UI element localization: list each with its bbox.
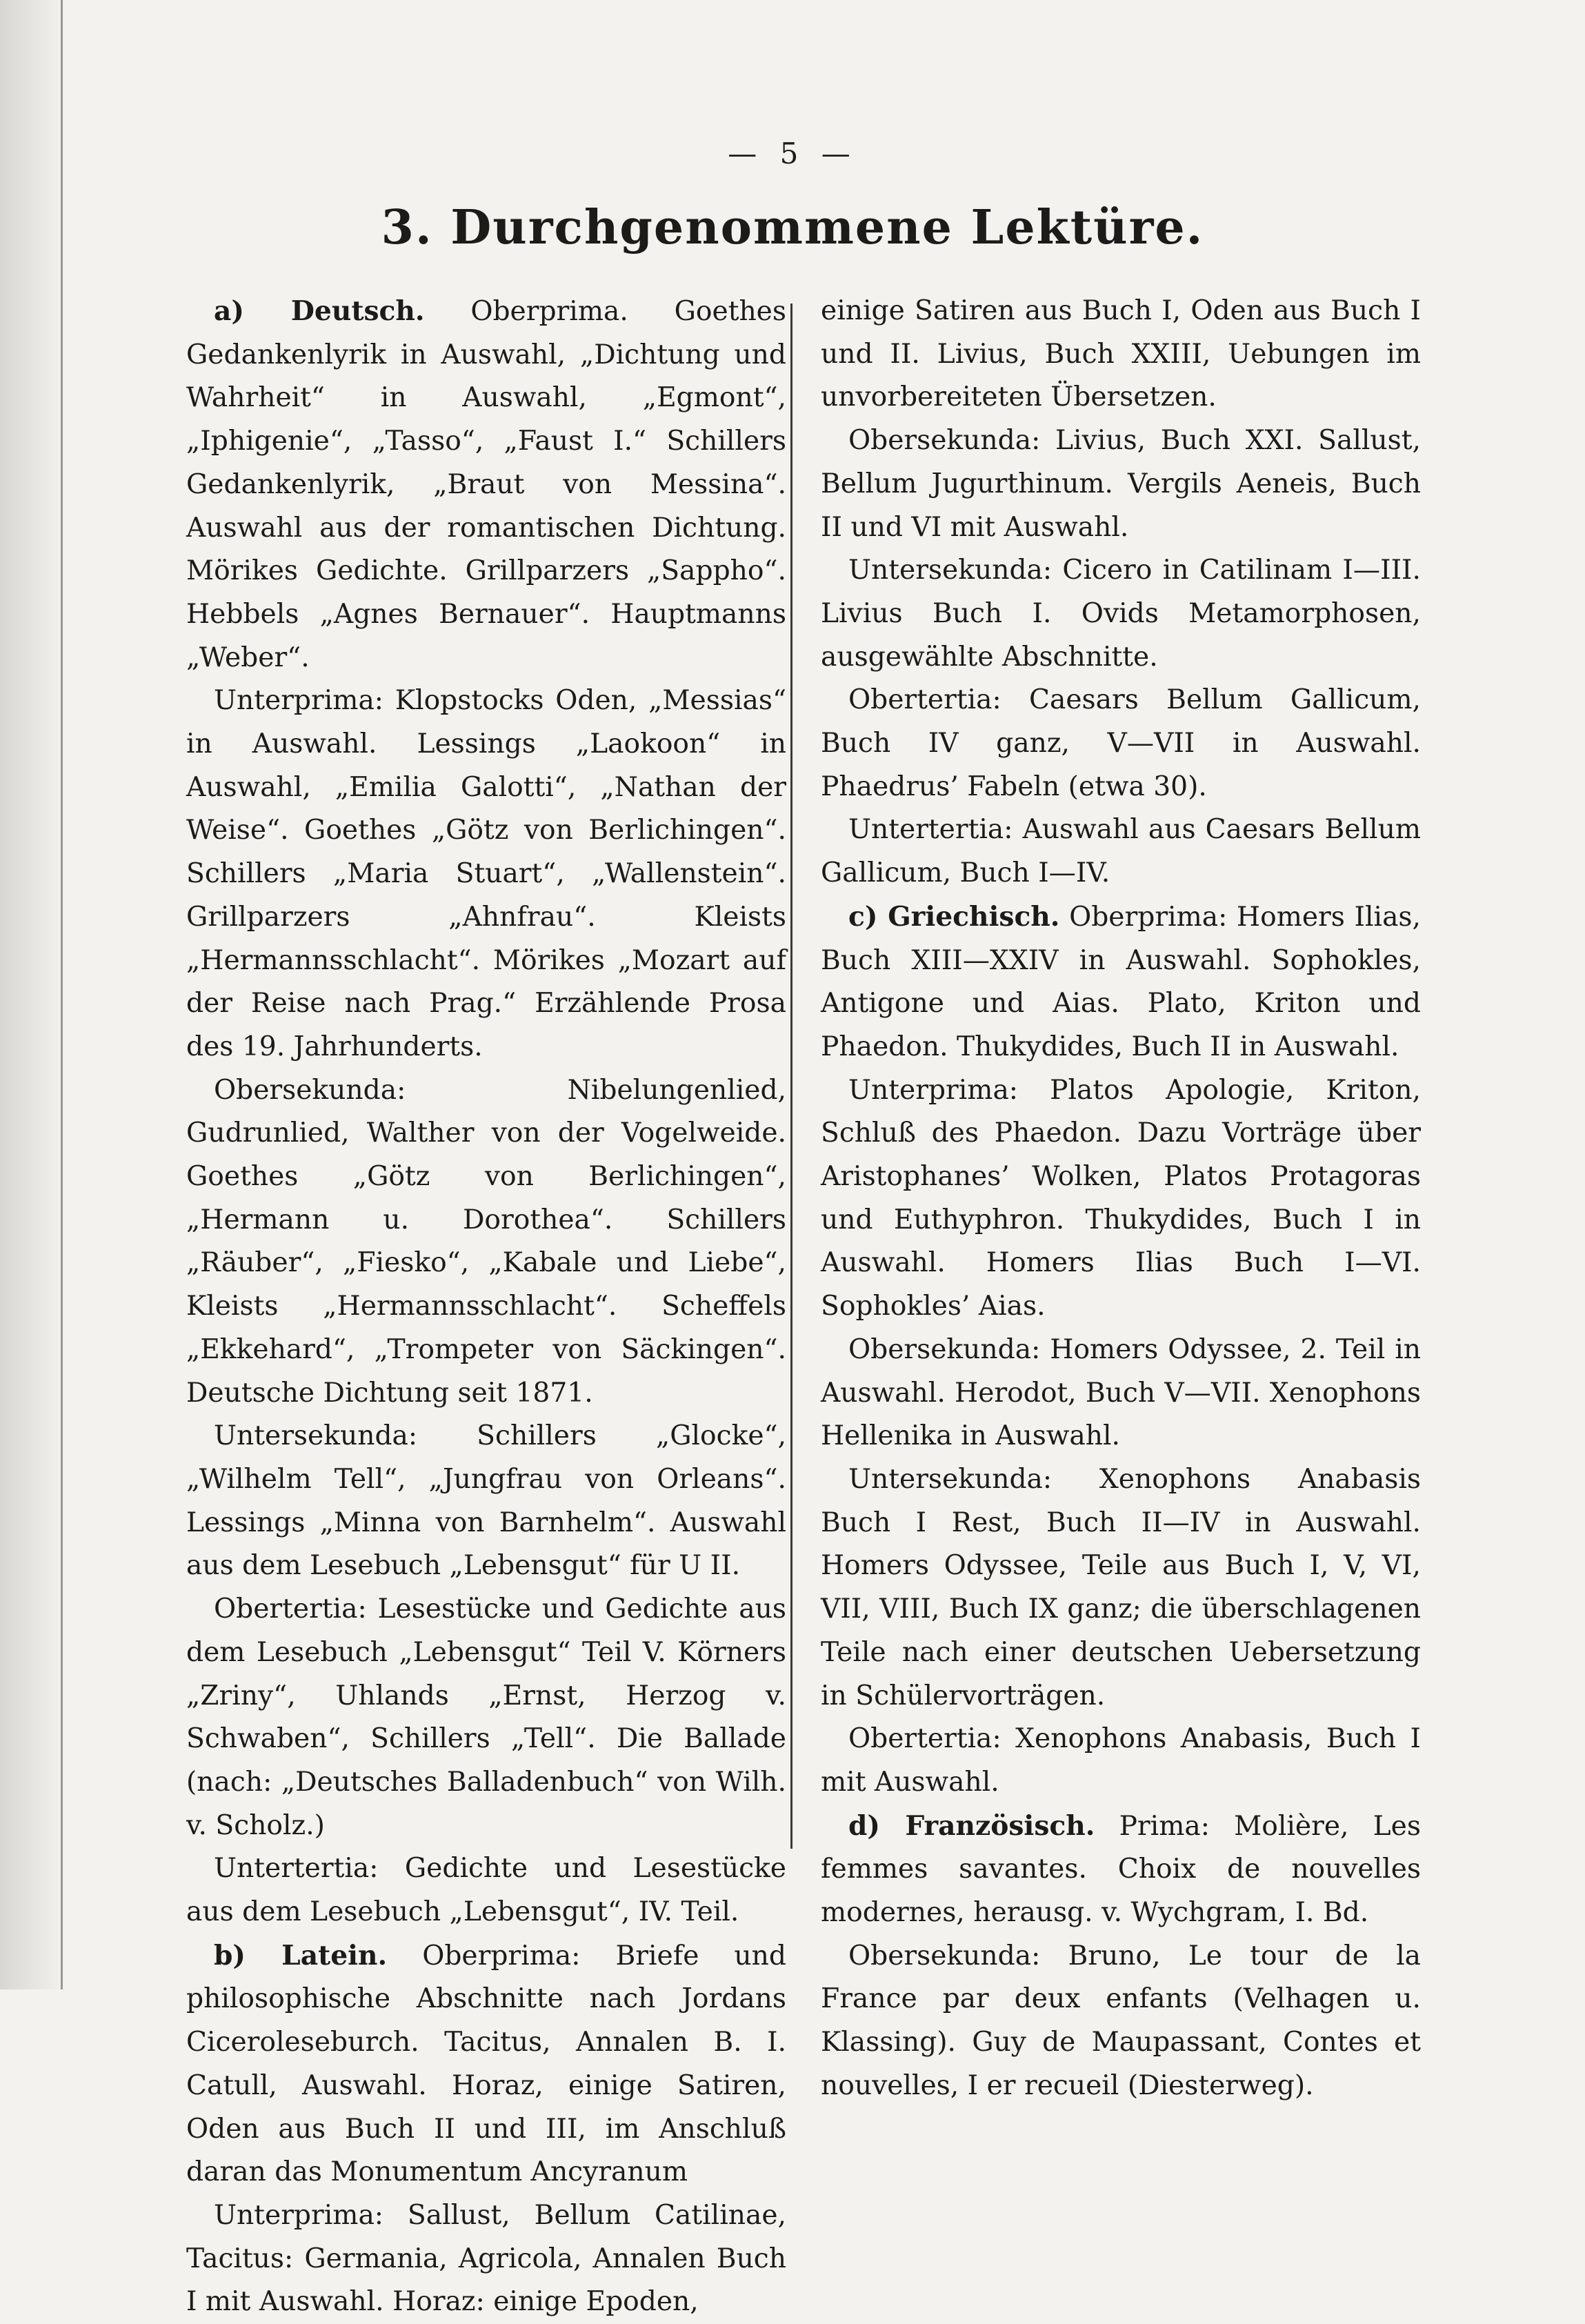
paragraph-text: Untertertia: Gedichte und Lesestücke aus dem Lesebuch „Lebensgut“, IV. Teil.: [186, 1853, 786, 1928]
paragraph: [821, 290, 1421, 419]
paragraph: [821, 1458, 1421, 1718]
paragraph: [821, 419, 1421, 549]
paragraph-text: Oberprima: Briefe und philosophische Abschnitte nach Jordans Ciceroleseburch. Tacitus, Annalen B. I. Catull, Auswahl. Horaz, einige Satiren, Oden aus Buch II und III, im Anschluß daran das Monumentum Ancyranum: [186, 1940, 786, 2188]
paragraph: [186, 1588, 786, 1847]
scanned-page-edge: [0, 0, 65, 1989]
paragraph: [821, 679, 1421, 808]
paragraph-text: Untersekunda: Schillers „Glocke“, „Wilhelm Tell“, „Jungfrau von Orleans“. Lessings „Minna von Barnhelm“. Auswahl aus dem Lesebuch „Lebensgut“ für U II.: [186, 1420, 786, 1582]
column-divider: [790, 304, 792, 1849]
section-title: 3. Durchgenommene Lektüre.: [381, 200, 1204, 255]
subject-heading: c) Griechisch.: [848, 900, 1060, 933]
paragraph: [821, 549, 1421, 679]
paragraph-text: Untertertia: Auswahl aus Caesars Bellum Gallicum, Buch I—IV.: [821, 814, 1421, 889]
paragraph: [821, 1805, 1421, 1935]
paragraph: [821, 1329, 1421, 1458]
paragraph-text: Prima: Molière, Les femmes savantes. Choix de nouvelles modernes, herausg. v. Wychgram, I. Bd.: [821, 1810, 1421, 1929]
subject-heading: a) Deutsch.: [214, 295, 425, 327]
paragraph-text: Oberprima: Homers Ilias, Buch XIII—XXIV in Auswahl. Sophokles, Antigone und Aias. Plato, Kriton und Phaedon. Thukydides, Buch II in Auswahl.: [821, 901, 1421, 1062]
paragraph: [186, 1069, 786, 1416]
right-column: [821, 290, 1421, 2108]
page-number: — 5 —: [728, 137, 857, 170]
paragraph-text: Unterprima: Platos Apologie, Kriton, Schluß des Phaedon. Dazu Vorträge über Aristophanes’ Wolken, Platos Protagoras und Euthyphron. Thukydides, Buch I in Auswahl. Homers Ilias Buch I—VI. Sophokles’ Aias.: [821, 1074, 1421, 1322]
paragraph-text: Untersekunda: Xenophons Anabasis Buch I Rest, Buch II—IV in Auswahl. Homers Odyssee, Teile aus Buch I, V, VI, VII, VIII, Buch IX ganz; die überschlagenen Teile nach einer deutschen Uebersetzung in Schülervorträgen.: [821, 1463, 1421, 1711]
paragraph: [186, 1934, 786, 2194]
paragraph: [821, 1718, 1421, 1804]
paragraph: [186, 1847, 786, 1934]
paragraph-text: Unterprima: Klopstocks Oden, „Messias“ in Auswahl. Lessings „Laokoon“ in Auswahl, „Emilia Galotti“, „Nathan der Weise“. Goethes „Götz von Berlichingen“. Schillers „Maria Stuart“, „Wallenstein“. Grillparzers „Ahnfrau“. Kleists „Hermannsschlacht“. Mörikes „Mozart auf der Reise nach Prag.“ Erzählende Prosa des 19. Jahrhunderts.: [186, 685, 786, 1062]
paragraph: [821, 895, 1421, 1069]
paragraph-text: Obersekunda: Homers Odyssee, 2. Teil in Auswahl. Herodot, Buch V—VII. Xenophons Hellenika in Auswahl.: [821, 1333, 1421, 1452]
paragraph: [821, 808, 1421, 895]
paragraph-text: Oberprima. Goethes Gedankenlyrik in Auswahl, „Dichtung und Wahrheit“ in Auswahl, „Egmont“, „Iphigenie“, „Tasso“, „Faust I.“ Schillers Gedankenlyrik, „Braut von Messina“. Auswahl aus der romantischen Dichtung. Mörikes Gedichte. Grillparzers „Sappho“. Hebbels „Agnes Bernauer“. Hauptmanns „Weber“.: [186, 296, 786, 673]
subject-heading: d) Französisch.: [848, 1809, 1095, 1842]
paragraph: [186, 290, 786, 679]
paragraph: [821, 1069, 1421, 1329]
paragraph-text: Unterprima: Sallust, Bellum Catilinae, Tacitus: Germania, Agricola, Annalen Buch I mit Auswahl. Horaz: einige Epoden,: [186, 2199, 786, 2318]
paragraph-text: Obersekunda: Nibelungenlied, Gudrunlied, Walther von der Vogelweide. Goethes „Götz von Berlichingen“, „Hermann u. Dorothea“. Schillers „Räuber“, „Fiesko“, „Kabale und Liebe“, Kleists „Hermannsschlacht“. Scheffels „Ekkehard“, „Trompeter von Säckingen“. Deutsche Dichtung seit 1871.: [186, 1074, 786, 1409]
left-column: [186, 290, 786, 2324]
paragraph-text: einige Satiren aus Buch I, Oden aus Buch I und II. Livius, Buch XXIII, Uebungen im unvorbereiteten Übersetzen.: [821, 295, 1421, 413]
paragraph-text: Obertertia: Lesestücke und Gedichte aus dem Lesebuch „Lebensgut“ Teil V. Körners „Zriny“, Uhlands „Ernst, Herzog v. Schwaben“, Schillers „Tell“. Die Ballade (nach: „Deutsches Balladenbuch“ von Wilh. v. Scholz.): [186, 1593, 786, 1841]
paragraph-text: Obertertia: Xenophons Anabasis, Buch I mit Auswahl.: [821, 1723, 1421, 1798]
paragraph: [186, 679, 786, 1069]
paragraph: [186, 2194, 786, 2324]
paragraph-text: Obersekunda: Livius, Buch XXI. Sallust, Bellum Jugurthinum. Vergils Aeneis, Buch II und VI mit Auswahl.: [821, 425, 1421, 543]
paragraph: [186, 1415, 786, 1588]
paragraph-text: Obertertia: Caesars Bellum Gallicum, Buch IV ganz, V—VII in Auswahl. Phaedrus’ Fabeln (etwa 30).: [821, 684, 1421, 802]
paragraph: [821, 1935, 1421, 2108]
subject-heading: b) Latein.: [214, 1939, 388, 1972]
paragraph-text: Obersekunda: Bruno, Le tour de la France par deux enfants (Velhagen u. Klassing). Guy de Maupassant, Contes et nouvelles, I er recueil (Diesterweg).: [821, 1940, 1421, 2101]
paragraph-text: Untersekunda: Cicero in Catilinam I—III. Livius Buch I. Ovids Metamorphosen, ausgewählte Abschnitte.: [821, 555, 1421, 673]
